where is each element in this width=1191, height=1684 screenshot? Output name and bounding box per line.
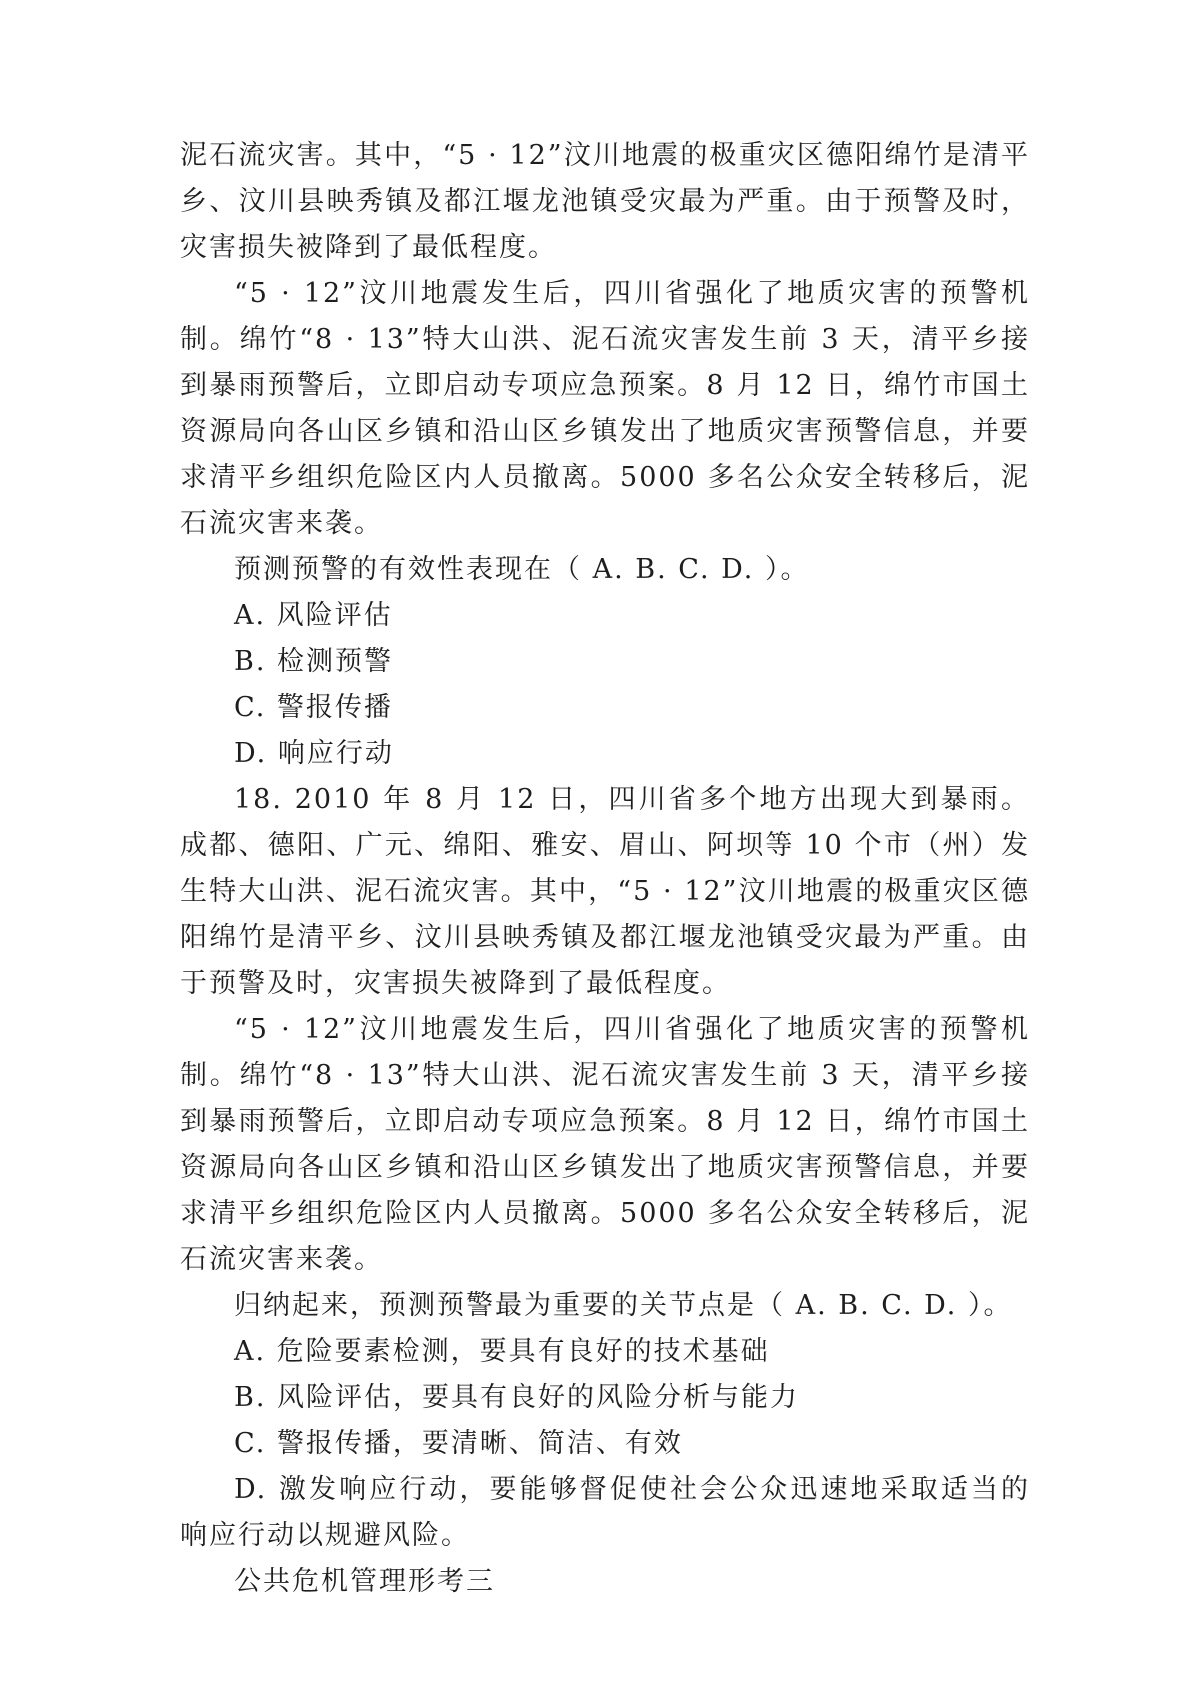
document-body <box>180 133 1030 1605</box>
question-17-option-a: A. 风险评估 <box>234 600 393 631</box>
question-18-option-d: D. 激发响应行动，要能够督促使社会公众迅速地采取适当的响应行动以规避风险。 <box>180 1474 1030 1551</box>
question-18-option-b: B. 风险评估，要具有良好的风险分析与能力 <box>234 1382 800 1413</box>
question-17-option-c: C. 警报传播 <box>234 692 393 723</box>
paragraph-background: “5 · 12”汶川地震发生后，四川省强化了地质灾害的预警机制。绵竹“8 · 13”特大山洪、泥石流灾害发生前 3 天，清平乡接到暴雨预警后，立即启动专项应急预案。8 月 12 日，绵竹市国土资源局向各山区乡镇和沿山区乡镇发出了地质灾害预警信息，并要求清平乡组织危险区内人员撤离。5000 多名公众安全转移后，泥石流灾害来袭。 <box>180 278 1030 539</box>
question-18-option-c: C. 警报传播，要清晰、简洁、有效 <box>234 1428 683 1459</box>
question-17-option-b: B. 检测预警 <box>234 646 394 677</box>
question-18-option-a: A. 危险要素检测，要具有良好的技术基础 <box>234 1336 770 1367</box>
paragraph-continuation: 泥石流灾害。其中，“5 · 12”汶川地震的极重灾区德阳绵竹是清平乡、汶川县映秀镇及都江堰龙池镇受灾最为严重。由于预警及时，灾害损失被降到了最低程度。 <box>180 140 1030 263</box>
question-18-intro: 18. 2010 年 8 月 12 日，四川省多个地方出现大到暴雨。成都、德阳、广元、绵阳、雅安、眉山、阿坝等 10 个市（州）发生特大山洪、泥石流灾害。其中，“5 · 12”汶川地震的极重灾区德阳绵竹是清平乡、汶川县映秀镇及都江堰龙池镇受灾最为严重。由于预警及时，灾害损失被降到了最低程度。 <box>180 784 1030 999</box>
question-17-stem: 预测预警的有效性表现在（ A. B. C. D. ）。 <box>234 554 810 585</box>
question-18-background: “5 · 12”汶川地震发生后，四川省强化了地质灾害的预警机制。绵竹“8 · 13”特大山洪、泥石流灾害发生前 3 天，清平乡接到暴雨预警后，立即启动专项应急预案。8 月 12 日，绵竹市国土资源局向各山区乡镇和沿山区乡镇发出了地质灾害预警信息，并要求清平乡组织危险区内人员撤离。5000 多名公众安全转移后，泥石流灾害来袭。 <box>180 1014 1030 1275</box>
question-17-option-d: D. 响应行动 <box>234 738 394 769</box>
section-heading: 公共危机管理形考三 <box>234 1566 495 1597</box>
question-18-stem: 归纳起来，预测预警最为重要的关节点是（ A. B. C. D. ）。 <box>234 1290 1013 1321</box>
